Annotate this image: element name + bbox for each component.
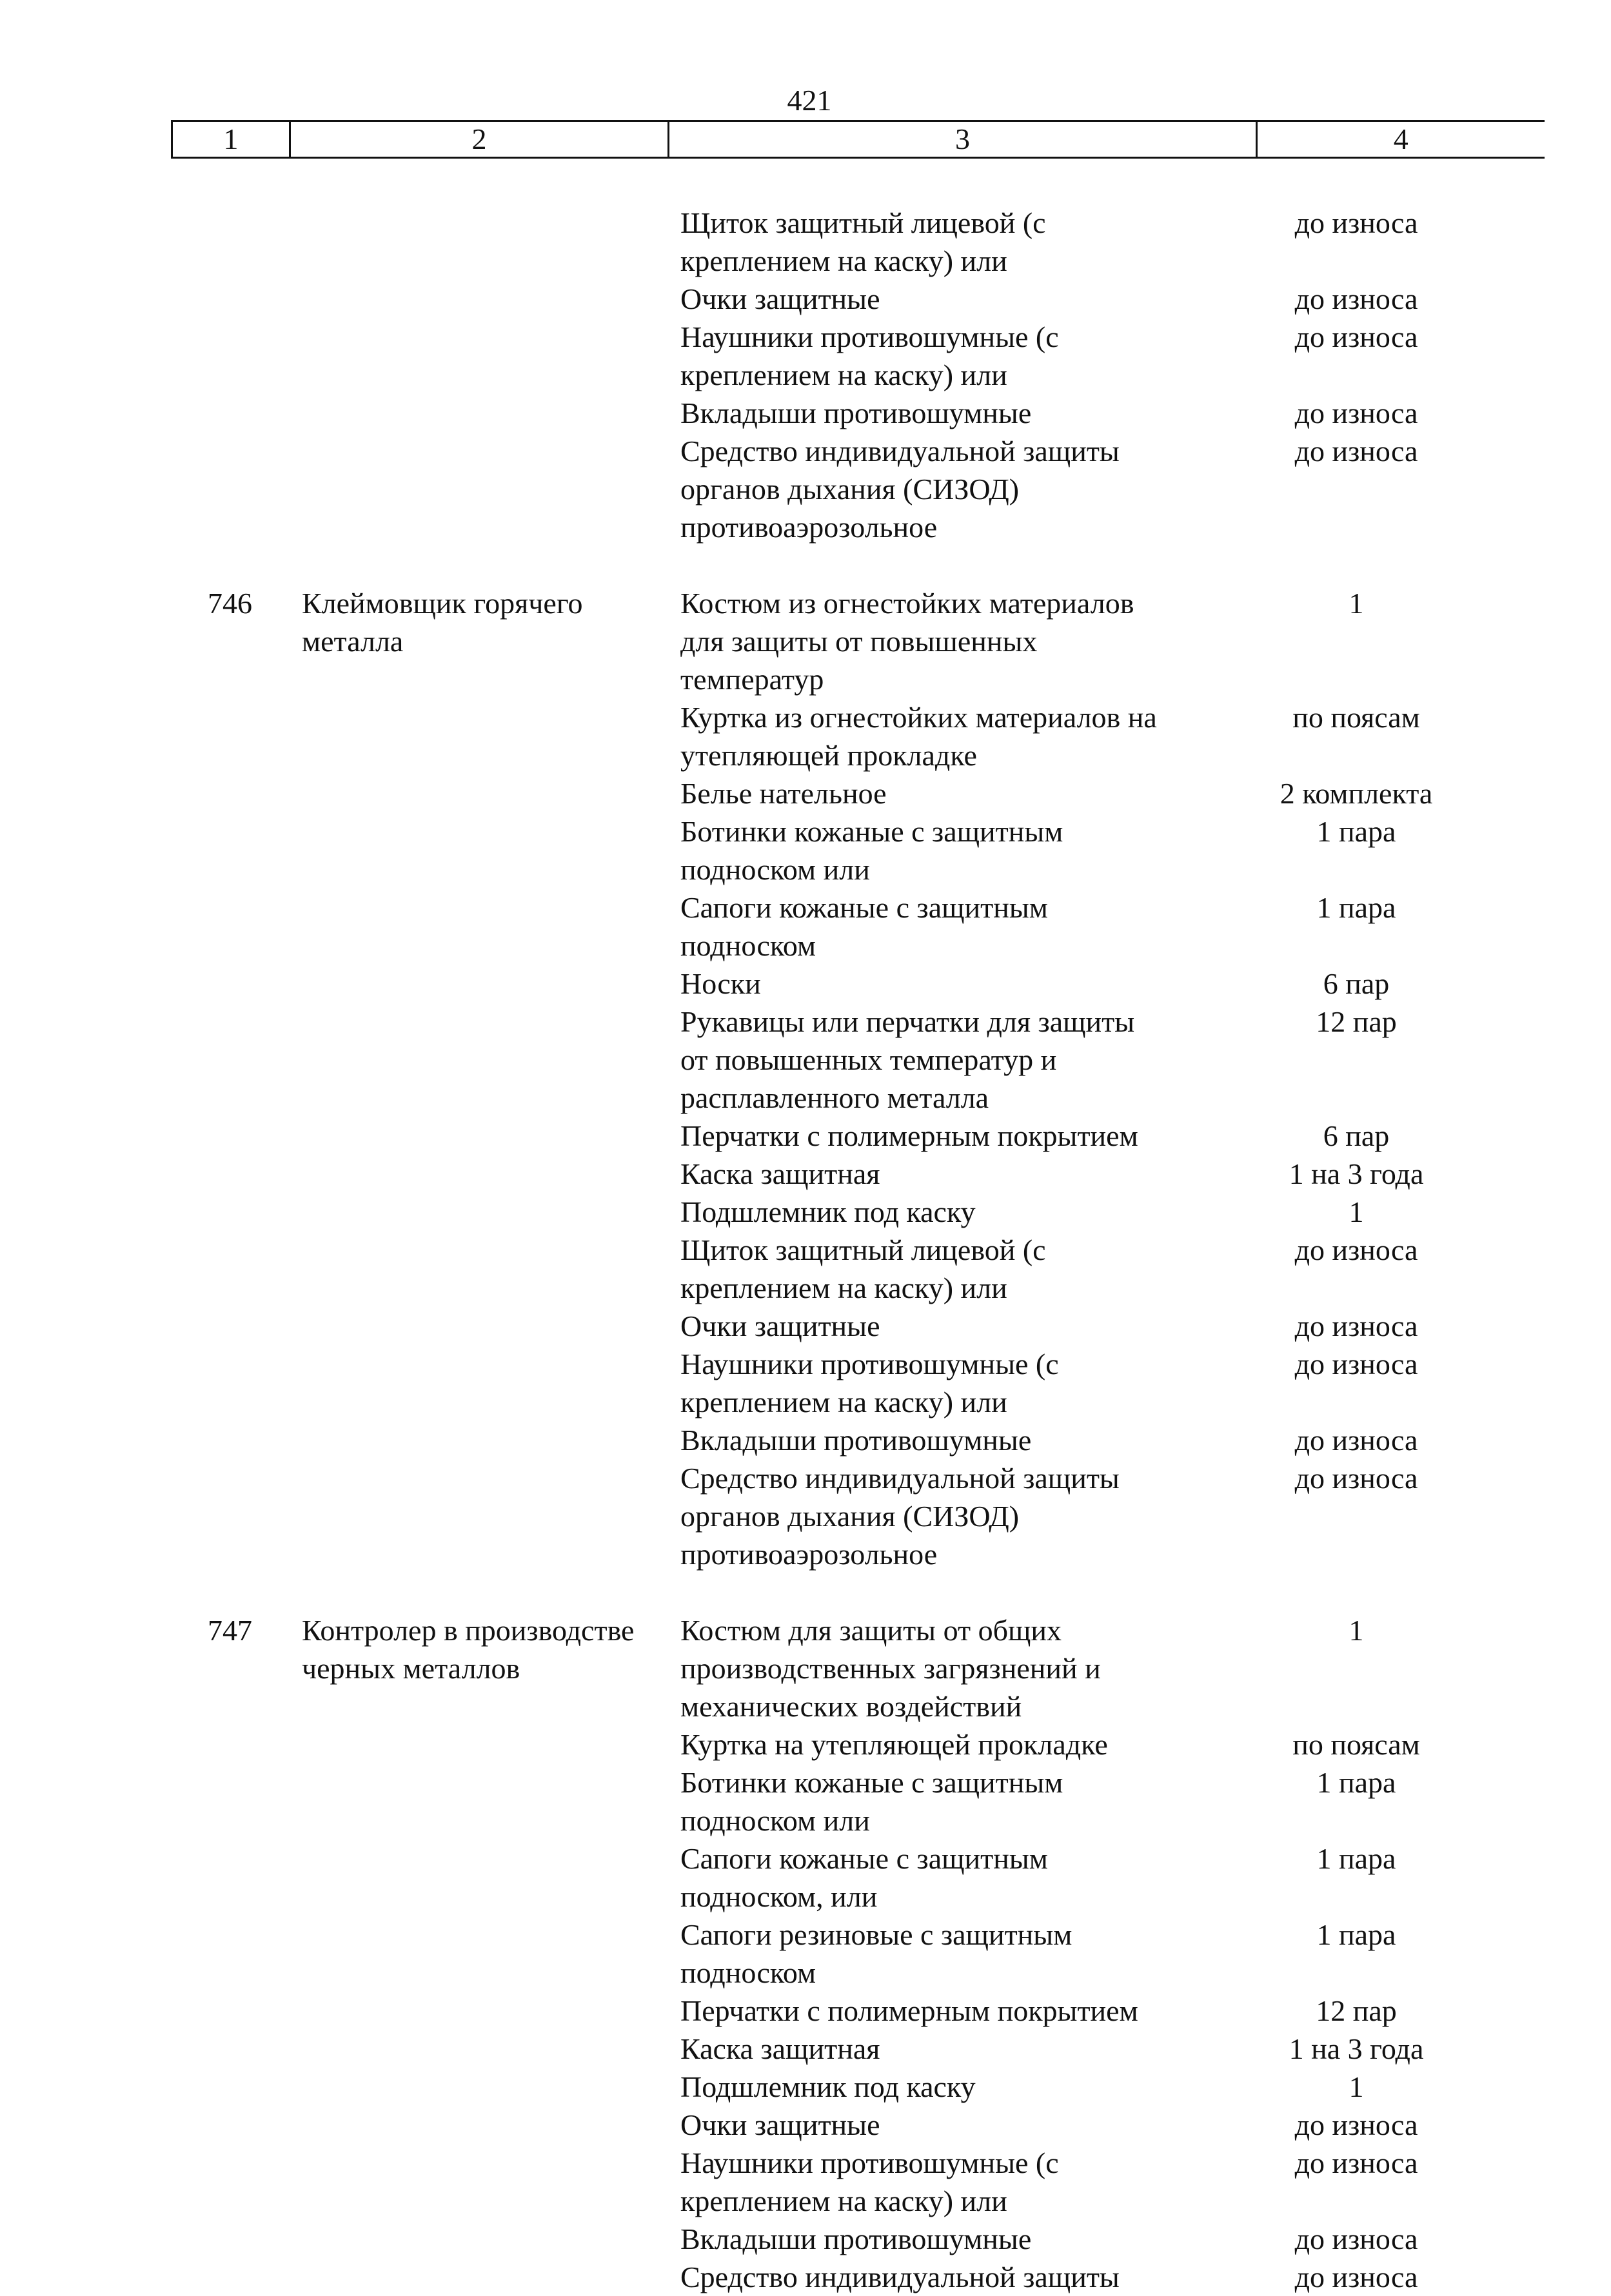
- profession-name: [289, 1916, 667, 1992]
- profession-name: [289, 1307, 667, 1345]
- entry-number: [171, 2030, 289, 2068]
- profession-name: [289, 1421, 667, 1459]
- ppe-item: Белье нательное: [680, 777, 887, 810]
- table-row: [171, 546, 1543, 698]
- header-col-3: 3: [669, 121, 1257, 158]
- entry-number: [171, 2068, 289, 2106]
- entry-number: [171, 1992, 289, 2030]
- entry-number: [171, 698, 289, 774]
- issue-norm: 1 пара: [1316, 1842, 1396, 1875]
- issue-norm: 6 пар: [1323, 967, 1390, 1000]
- entry-number: [171, 1155, 289, 1193]
- profession-name: [289, 280, 667, 318]
- table-row: [171, 698, 1543, 774]
- entry-number: 746: [208, 587, 252, 620]
- ppe-item: Подшлемник под каску: [680, 1195, 976, 1228]
- ppe-item: Очки защитные: [680, 2108, 880, 2141]
- issue-norm: до износа: [1294, 1233, 1418, 1266]
- profession-name: [289, 1763, 667, 1840]
- issue-norm: 1 на 3 года: [1289, 1157, 1424, 1190]
- entry-number: [171, 2106, 289, 2144]
- profession-name: [289, 1003, 667, 1117]
- profession-name: [289, 2144, 667, 2220]
- ppe-item: Сапоги кожаные с защитным подноском: [680, 891, 1048, 962]
- profession-name: [289, 2068, 667, 2106]
- table-row: [171, 1421, 1543, 1459]
- profession-name: [289, 1459, 667, 1573]
- issue-norm: до износа: [1294, 282, 1418, 315]
- issue-norm: до износа: [1294, 397, 1418, 429]
- entry-number: [171, 888, 289, 965]
- table-row: [171, 774, 1543, 812]
- table-row: [171, 2220, 1543, 2258]
- issue-norm: до износа: [1294, 435, 1418, 467]
- profession-name: [289, 965, 667, 1003]
- table-row: [171, 318, 1543, 394]
- table-row: [171, 394, 1543, 432]
- profession-name: [289, 698, 667, 774]
- profession-name: [289, 1193, 667, 1231]
- issue-norm: 12 пар: [1316, 1005, 1397, 1038]
- ppe-item: Куртка из огнестойких материалов на утепляющей прокладке: [680, 701, 1157, 772]
- table-row: [171, 1916, 1543, 1992]
- table-row: [171, 432, 1543, 546]
- entry-number: [171, 2144, 289, 2220]
- table-row: [171, 204, 1543, 280]
- table-row: [171, 1573, 1543, 1725]
- entry-number: [171, 1421, 289, 1459]
- table-row: [171, 1231, 1543, 1307]
- entry-number: [171, 394, 289, 432]
- entry-number: [171, 204, 289, 280]
- entry-number: [171, 1193, 289, 1231]
- ppe-item: Средство индивидуальной защиты: [680, 2261, 1120, 2293]
- table-row: [171, 1155, 1543, 1193]
- profession-name: [289, 1725, 667, 1763]
- ppe-item: Каска защитная: [680, 2032, 880, 2065]
- header-col-2: 2: [290, 121, 669, 158]
- ppe-item: Средство индивидуальной защиты органов дыхания (СИЗОД) противоаэрозольное: [680, 435, 1120, 544]
- ppe-item: Костюм из огнестойких материалов для защиты от повышенных температур: [680, 587, 1134, 696]
- ppe-item: Перчатки с полимерным покрытием: [680, 1119, 1138, 1152]
- entry-number: 747: [208, 1614, 252, 1647]
- entry-number: [171, 1725, 289, 1763]
- entry-number: [171, 1345, 289, 1421]
- issue-norm: 12 пар: [1316, 1994, 1397, 2027]
- entry-number: [171, 1117, 289, 1155]
- issue-norm: по поясам: [1292, 1728, 1420, 1761]
- profession-name: [289, 204, 667, 280]
- profession-name: [289, 2030, 667, 2068]
- profession-name: [289, 432, 667, 546]
- column-header-row: [171, 120, 1545, 159]
- ppe-norms-table: [171, 204, 1543, 2296]
- page-number: 421: [787, 84, 832, 117]
- ppe-item: Куртка на утепляющей прокладке: [680, 1728, 1108, 1761]
- table-row: [171, 280, 1543, 318]
- issue-norm: 1: [1349, 1195, 1364, 1228]
- issue-norm: до износа: [1294, 2261, 1418, 2293]
- table-row: [171, 1725, 1543, 1763]
- header-col-1: 1: [172, 121, 290, 158]
- issue-norm: до износа: [1294, 320, 1418, 353]
- table-row: [171, 888, 1543, 965]
- table-row: [171, 965, 1543, 1003]
- table-row: [171, 1763, 1543, 1840]
- ppe-item: Щиток защитный лицевой (с креплением на каску) или: [680, 1233, 1046, 1304]
- issue-norm: до износа: [1294, 1348, 1418, 1380]
- ppe-item: Рукавицы или перчатки для защиты от повышенных температур и расплавленного металла: [680, 1005, 1135, 1114]
- table-row: [171, 1840, 1543, 1916]
- profession-name: [289, 812, 667, 888]
- ppe-item: Каска защитная: [680, 1157, 880, 1190]
- issue-norm: 1 пара: [1316, 1766, 1396, 1799]
- entry-number: [171, 1307, 289, 1345]
- profession-name: [289, 2258, 667, 2296]
- issue-norm: до износа: [1294, 2222, 1418, 2255]
- issue-norm: 1 на 3 года: [1289, 2032, 1424, 2065]
- profession-name: Клеймовщик горячего металла: [302, 587, 583, 658]
- ppe-item: Очки защитные: [680, 1310, 880, 1342]
- table-row: [171, 812, 1543, 888]
- entry-number: [171, 774, 289, 812]
- profession-name: [289, 1345, 667, 1421]
- profession-name: [289, 774, 667, 812]
- issue-norm: до износа: [1294, 206, 1418, 239]
- issue-norm: 1 пара: [1316, 1918, 1396, 1951]
- ppe-item: Вкладыши противошумные: [680, 397, 1032, 429]
- ppe-item: Вкладыши противошумные: [680, 2222, 1032, 2255]
- table-row: [171, 1193, 1543, 1231]
- entry-number: [171, 2220, 289, 2258]
- entry-number: [171, 1459, 289, 1573]
- issue-norm: 1 пара: [1316, 891, 1396, 924]
- entry-number: [171, 280, 289, 318]
- ppe-item: Вкладыши противошумные: [680, 1424, 1032, 1457]
- ppe-item: Очки защитные: [680, 282, 880, 315]
- ppe-item: Носки: [680, 967, 761, 1000]
- issue-norm: 1: [1349, 2070, 1364, 2103]
- issue-norm: до износа: [1294, 1310, 1418, 1342]
- profession-name: [289, 318, 667, 394]
- profession-name: [289, 1155, 667, 1193]
- ppe-item: Перчатки с полимерным покрытием: [680, 1994, 1138, 2027]
- table-row: [171, 2106, 1543, 2144]
- profession-name: [289, 2220, 667, 2258]
- issue-norm: до износа: [1294, 2108, 1418, 2141]
- ppe-item: Сапоги резиновые с защитным подноском: [680, 1918, 1072, 1989]
- profession-name: [289, 1231, 667, 1307]
- profession-name: [289, 1117, 667, 1155]
- ppe-item: Наушники противошумные (с креплением на каску) или: [680, 1348, 1059, 1418]
- ppe-item: Средство индивидуальной защиты органов дыхания (СИЗОД) противоаэрозольное: [680, 1462, 1120, 1571]
- header-col-4: 4: [1257, 121, 1545, 158]
- table-row: [171, 1992, 1543, 2030]
- profession-name: [289, 394, 667, 432]
- profession-name: [289, 1992, 667, 2030]
- entry-number: [171, 1916, 289, 1992]
- entry-number: [171, 1840, 289, 1916]
- table-row: [171, 1003, 1543, 1117]
- entry-number: [171, 318, 289, 394]
- entry-number: [171, 965, 289, 1003]
- issue-norm: до износа: [1294, 1462, 1418, 1495]
- table-row: [171, 2030, 1543, 2068]
- ppe-item: Сапоги кожаные с защитным подноском, или: [680, 1842, 1048, 1913]
- profession-name: [289, 1840, 667, 1916]
- table-row: [171, 1459, 1543, 1573]
- profession-name: [289, 888, 667, 965]
- issue-norm: до износа: [1294, 1424, 1418, 1457]
- entry-number: [171, 812, 289, 888]
- ppe-item: Ботинки кожаные с защитным подноском или: [680, 815, 1063, 886]
- ppe-item: Костюм для защиты от общих производственных загрязнений и механических воздействий: [680, 1614, 1101, 1723]
- entry-number: [171, 2258, 289, 2296]
- ppe-item: Щиток защитный лицевой (с креплением на каску) или: [680, 206, 1046, 277]
- entry-number: [171, 1763, 289, 1840]
- issue-norm: 2 комплекта: [1280, 777, 1433, 810]
- ppe-item: Ботинки кожаные с защитным подноском или: [680, 1766, 1063, 1837]
- issue-norm: по поясам: [1292, 701, 1420, 734]
- issue-norm: до износа: [1294, 2146, 1418, 2179]
- profession-name: Контролер в производстве черных металлов: [302, 1614, 635, 1685]
- ppe-item: Наушники противошумные (с креплением на каску) или: [680, 2146, 1059, 2217]
- entry-number: [171, 432, 289, 546]
- entry-number: [171, 1003, 289, 1117]
- issue-norm: 1 пара: [1316, 815, 1396, 848]
- issue-norm: 6 пар: [1323, 1119, 1390, 1152]
- ppe-item: Подшлемник под каску: [680, 2070, 976, 2103]
- issue-norm: 1: [1349, 1614, 1364, 1647]
- profession-name: [289, 2106, 667, 2144]
- issue-norm: 1: [1349, 587, 1364, 620]
- ppe-item: Наушники противошумные (с креплением на каску) или: [680, 320, 1059, 391]
- table-row: [171, 2144, 1543, 2220]
- table-row: [171, 2258, 1543, 2296]
- table-row: [171, 1345, 1543, 1421]
- table-row: [171, 1117, 1543, 1155]
- table-row: [171, 1307, 1543, 1345]
- entry-number: [171, 1231, 289, 1307]
- table-row: [171, 2068, 1543, 2106]
